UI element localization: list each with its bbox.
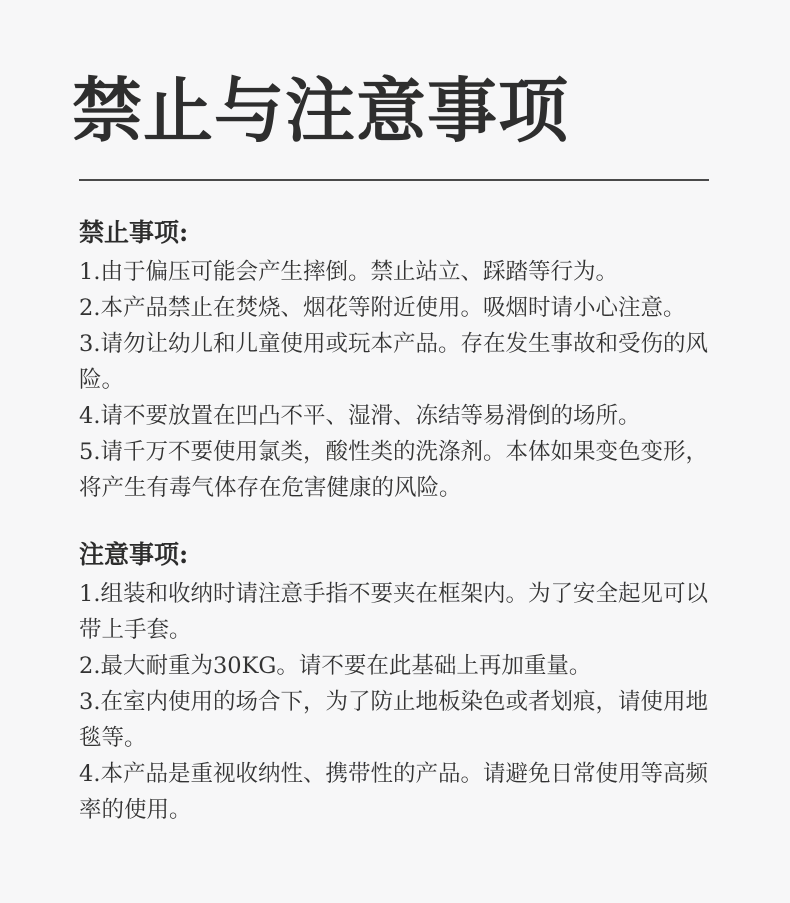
prohibition-item: 5.请千万不要使用氯类，酸性类的洗涤剂。本体如果变色变形，将产生有毒气体存在危害健康的风险。 <box>79 439 708 501</box>
page-title: 禁止与注意事项 <box>72 69 569 152</box>
cautions-heading: 注意事项: <box>79 540 189 569</box>
prohibition-item: 2.本产品禁止在焚烧、烟花等附近使用。吸烟时请小心注意。 <box>79 295 686 321</box>
prohibition-item: 1.由于偏压可能会产生摔倒。禁止站立、踩踏等行为。 <box>79 259 618 285</box>
caution-item: 3.在室内使用的场合下，为了防止地板染色或者划痕，请使用地毯等。 <box>79 689 708 751</box>
prohibitions-heading: 禁止事项: <box>79 218 189 247</box>
caution-item: 4.本产品是重视收纳性、携带性的产品。请避免日常使用等高频率的使用。 <box>79 761 708 823</box>
caution-item: 1.组装和收纳时请注意手指不要夹在框架内。为了安全起见可以带上手套。 <box>79 581 708 643</box>
title-divider <box>79 179 709 181</box>
prohibitions-section <box>79 212 719 506</box>
cautions-section <box>79 534 719 828</box>
prohibition-item: 4.请不要放置在凹凸不平、湿滑、冻结等易滑倒的场所。 <box>79 403 641 429</box>
prohibition-item: 3.请勿让幼儿和儿童使用或玩本产品。存在发生事故和受伤的风险。 <box>79 331 708 393</box>
caution-item: 2.最大耐重为30KG。请不要在此基础上再加重量。 <box>79 653 592 679</box>
